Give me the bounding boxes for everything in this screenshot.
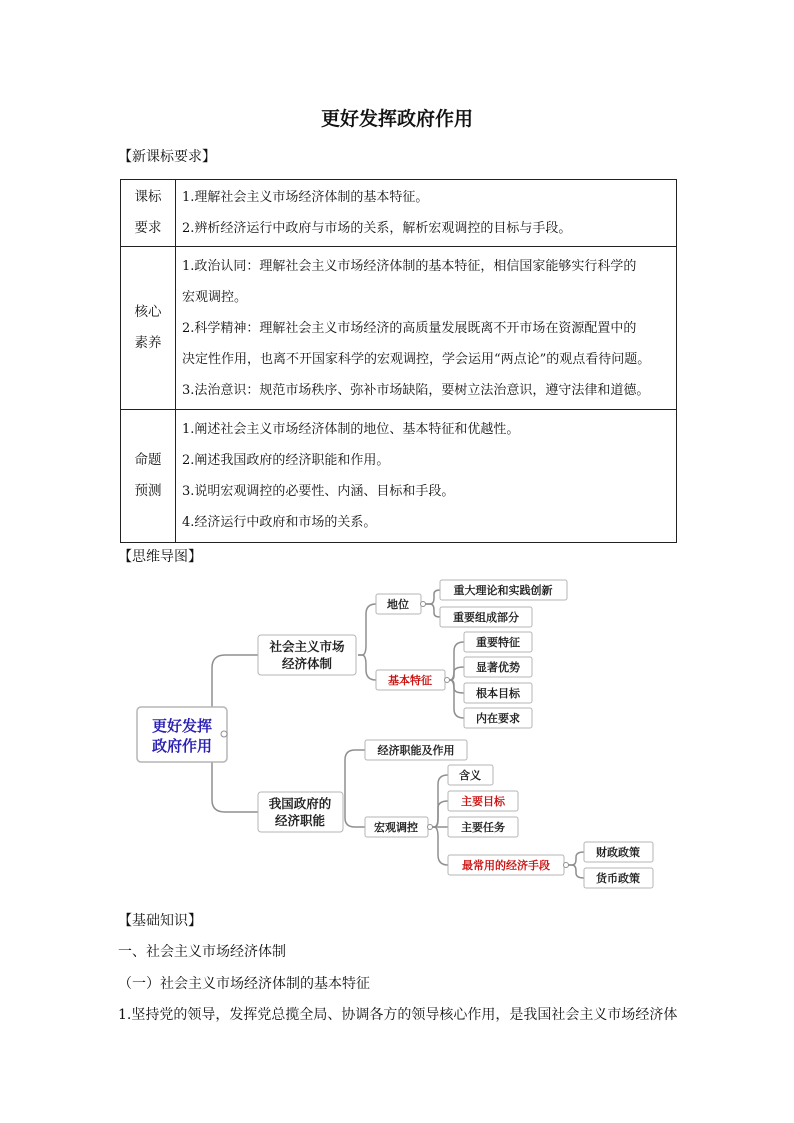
leaf-label: 重要组成部分 [453, 611, 519, 624]
root-label: 政府作用 [151, 737, 213, 755]
collapse-toggle-icon[interactable] [428, 825, 433, 830]
table-line: 4.经济运行中政府和市场的关系。 [182, 515, 377, 530]
table-row [121, 247, 677, 410]
section-basics: 【基础知识】 [118, 913, 202, 929]
branch-label: 经济职能 [274, 813, 326, 828]
leaf-label: 财政政策 [596, 846, 640, 859]
row-label: 预测 [134, 483, 162, 499]
table-line: 1.理解社会主义市场经济体制的基本特征。 [182, 190, 429, 205]
row-label: 课标 [134, 189, 162, 205]
standards-table [120, 179, 677, 543]
leaf-label: 主要任务 [461, 821, 505, 834]
means-label: 最常用的经济手段 [462, 859, 550, 872]
leaf-label: 根本目标 [476, 687, 520, 700]
branch-label: 经济体制 [281, 656, 333, 671]
branch-label: 我国政府的 [268, 796, 332, 811]
heading-1: 一、社会主义市场经济体制 [118, 944, 286, 960]
row-label: 核心 [134, 304, 162, 320]
row-label: 命题 [134, 452, 162, 468]
collapse-toggle-icon[interactable] [421, 602, 426, 607]
mind-map [0, 570, 794, 900]
section-mindmap: 【思维导图】 [118, 549, 202, 565]
table-row [121, 410, 677, 543]
paragraph: 1.坚持党的领导，发挥党总揽全局、协调各方的领导核心作用，是我国社会主义市场经济体 [118, 1007, 678, 1023]
table-line: 宏观调控。 [182, 289, 248, 305]
section-standards: 【新课标要求】 [118, 149, 216, 165]
heading-2: （一）社会主义市场经济体制的基本特征 [118, 976, 370, 992]
macro-control-label: 宏观调控 [374, 821, 418, 834]
table-row [121, 180, 677, 247]
table-line: 3.法治意识：规范市场秩序、弥补市场缺陷，要树立法治意识，遵守法律和道德。 [182, 382, 650, 398]
collapse-toggle-icon[interactable] [564, 863, 569, 868]
econ-function-label: 经济职能及作用 [377, 744, 455, 757]
page-title: 更好发挥政府作用 [320, 108, 473, 130]
table-line: 1.政治认同：理解社会主义市场经济体制的基本特征，相信国家能够实行科学的 [182, 258, 637, 274]
table-line: 3.说明宏观调控的必要性、内涵、目标和手段。 [182, 484, 455, 499]
leaf-label: 显著优势 [476, 661, 520, 674]
table-line: 决定性作用，也离不开国家科学的宏观调控，学会运用“两点论”的观点看待问题。 [182, 351, 651, 367]
root-label: 更好发挥 [151, 717, 213, 735]
leaf-label: 重大理论和实践创新 [453, 584, 553, 597]
row-label: 要求 [134, 220, 162, 236]
table-line: 2.辨析经济运行中政府与市场的关系，解析宏观调控的目标与手段。 [182, 221, 572, 236]
row-label: 素养 [134, 335, 162, 351]
leaf-label: 主要目标 [461, 795, 505, 808]
collapse-toggle-icon[interactable] [221, 731, 227, 737]
leaf-label: 内在要求 [476, 712, 520, 725]
collapse-toggle-icon[interactable] [445, 678, 450, 683]
table-line: 1.阐述社会主义市场经济体制的地位、基本特征和优越性。 [182, 422, 520, 437]
position-label: 地位 [387, 598, 409, 611]
leaf-label: 重要特征 [476, 636, 520, 649]
leaf-label: 含义 [459, 769, 481, 782]
branch-label: 社会主义市场 [269, 639, 345, 654]
table-line: 2.科学精神：理解社会主义市场经济的高质量发展既离不开市场在资源配置中的 [182, 320, 637, 336]
table-line: 2.阐述我国政府的经济职能和作用。 [182, 453, 390, 468]
leaf-label: 货币政策 [596, 872, 640, 885]
features-label: 基本特征 [388, 674, 432, 687]
